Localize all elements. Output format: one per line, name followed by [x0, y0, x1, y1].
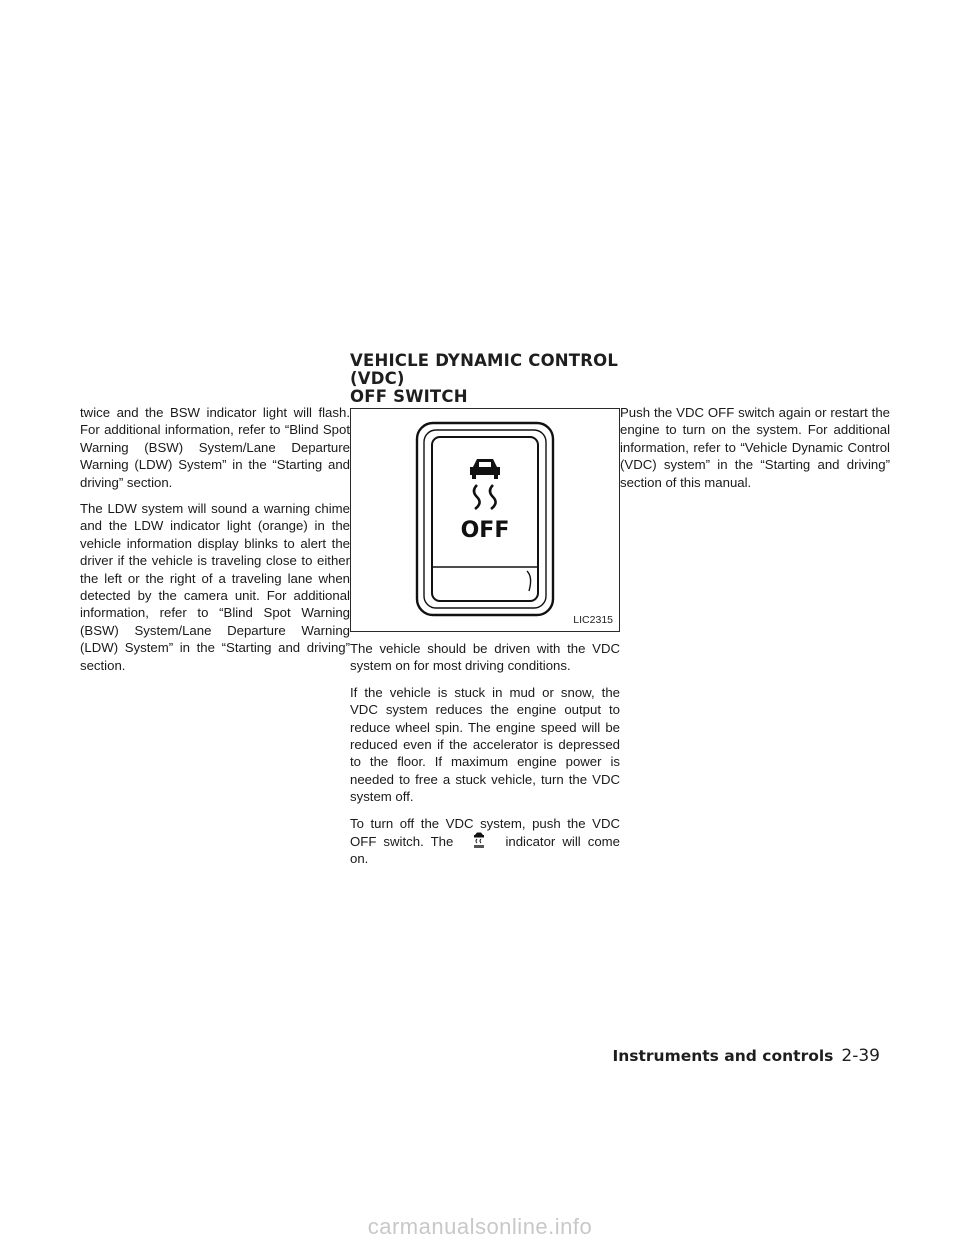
figure-id: LIC2315 — [573, 613, 613, 626]
paragraph: The LDW system will sound a warning chime and the LDW indicator light (orange) in the vehicle information display blinks to alert the driver if the vehicle is traveling close to either the left or the right of a traveling lane when detected by the camera unit. For additional information, refer to “Blind Spot Warning (BSW) System/Lane Departure Warning (LDW) System” in the “Starting and driving” section. — [80, 501, 350, 673]
paragraph: twice and the BSW indicator light will flash. For additional information, refer to “Blind Spot Warning (BSW) System/Lane Departure Warning (LDW) System” in the “Starting and driving” section. — [80, 405, 350, 490]
paragraph: Push the VDC OFF switch again or restart the engine to turn on the system. For additional information, refer to “Vehicle Dynamic Control (VDC) system” in the “Starting and driving” section of this manual. — [620, 405, 890, 490]
paragraph: If the vehicle is stuck in mud or snow, the VDC system reduces the engine output to reduce wheel spin. The engine speed will be reduced even if the accelerator is depressed to the floor. If maximum engine power is needed to free a stuck vehicle, turn the VDC system off. — [350, 684, 620, 805]
paragraph-part: indicator will come on. — [350, 834, 620, 867]
vdc-off-switch-icon — [351, 409, 619, 631]
page-number: 2-39 — [841, 1046, 880, 1066]
paragraph — [350, 815, 620, 868]
page-footer — [612, 1046, 880, 1066]
paragraph: The vehicle should be driven with the VDC system on for most driving conditions. — [350, 641, 620, 674]
watermark: carmanualsonline.info — [367, 1214, 593, 1239]
column-right — [620, 404, 890, 500]
paragraph-part: To turn off the VDC system, push the VDC OFF switch. The — [350, 815, 620, 850]
column-left — [80, 404, 350, 683]
section-title — [350, 352, 670, 406]
column-middle — [350, 408, 620, 877]
vdc-off-indicator-icon — [464, 832, 494, 850]
chapter-title: Instruments and controls — [612, 1047, 834, 1065]
section-title-line1: VEHICLE DYNAMIC CONTROL (VDC) — [350, 351, 619, 388]
vdc-switch-figure — [350, 408, 620, 632]
switch-off-label: OFF — [460, 518, 510, 543]
section-title-line2: OFF SWITCH — [350, 387, 468, 406]
